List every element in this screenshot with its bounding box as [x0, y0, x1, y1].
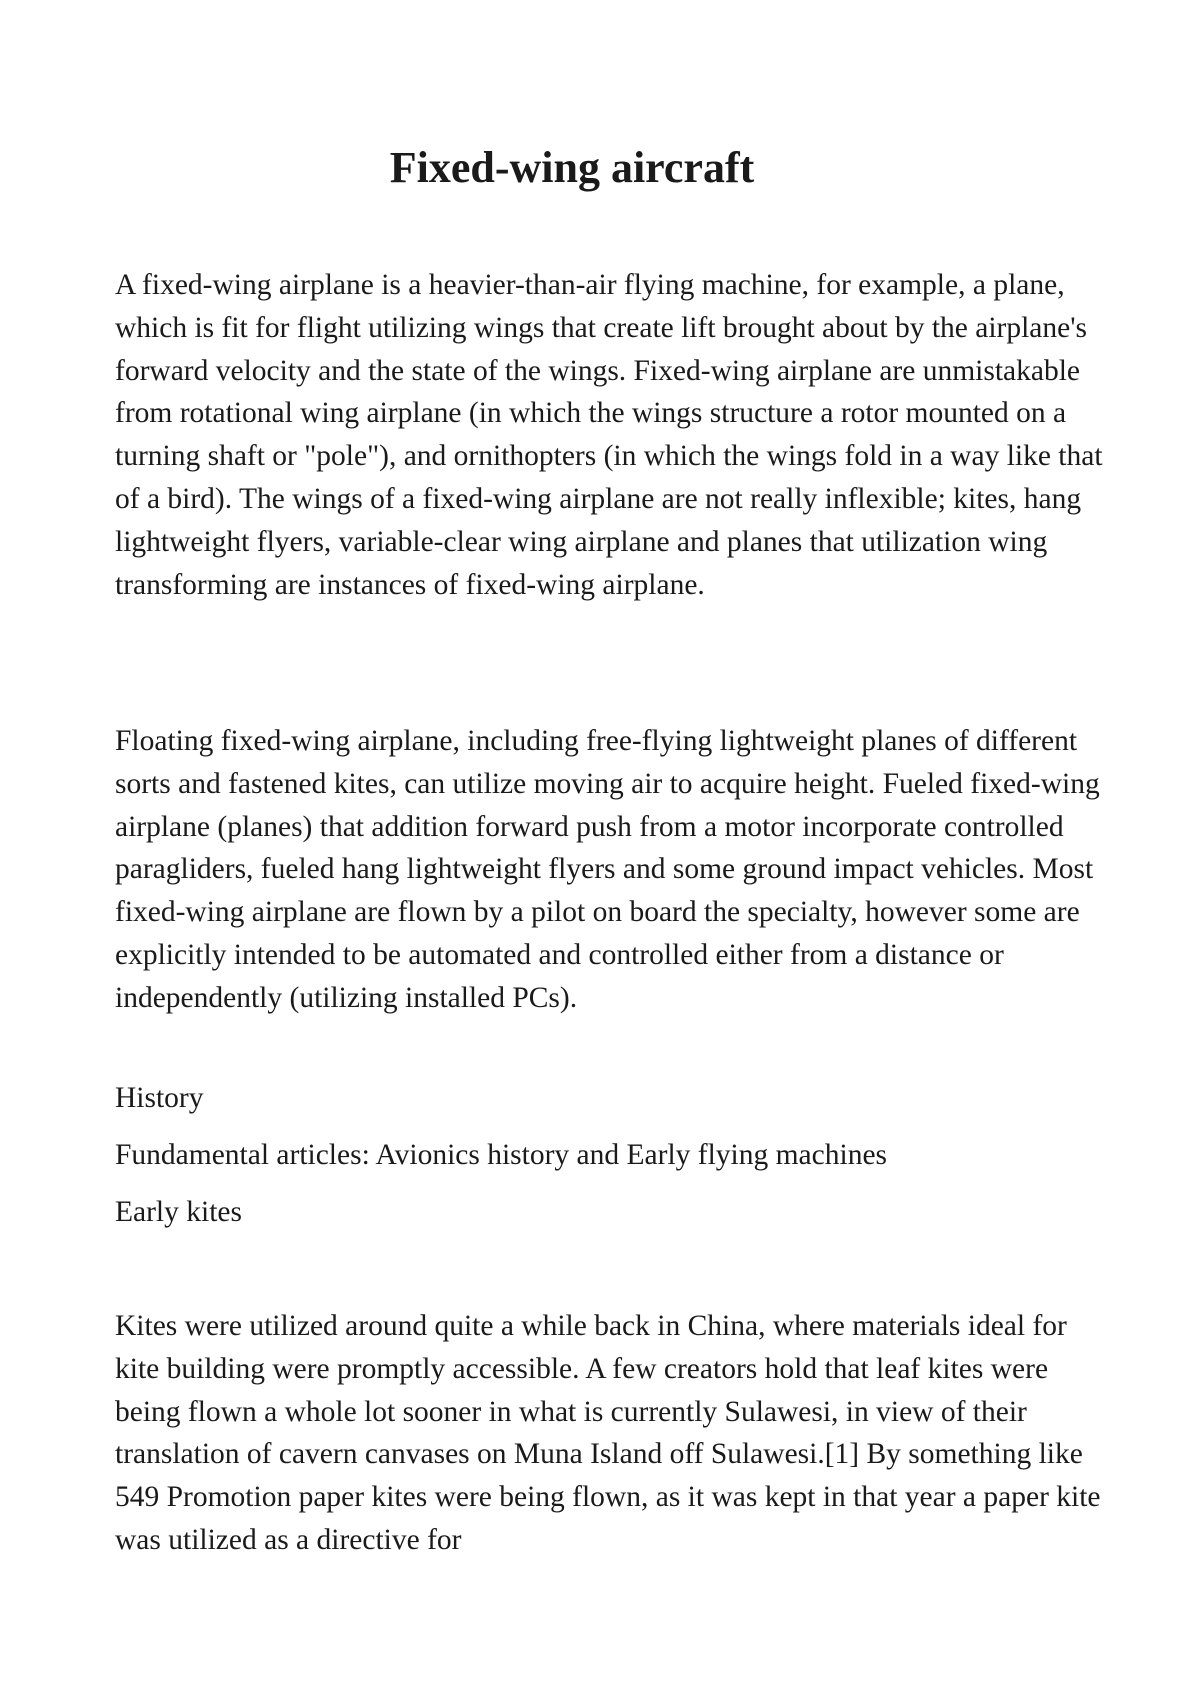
fundamental-articles-line: Fundamental articles: Avionics history and Early flying machines — [115, 1139, 888, 1171]
section-heading-history: History — [115, 1082, 204, 1114]
section-heading-early-kites: Early kites — [115, 1196, 242, 1228]
paragraph-floating: Floating fixed-wing airplane, including free-flying lightweight planes of different sorts and fastened kites, can utilize moving air to acquire height. Fueled fixed-wing airplane (planes) that addition forward push from a motor incorporate controlled paragliders, fueled hang lightweight flyers and some ground impact vehicles. Most fixed-wing airplane are flown by a pilot on board the specialty, however some are explicitly intended to be automated and controlled either from a distance or independently (utilizing installed PCs). — [115, 725, 1100, 1014]
paragraph-intro: A fixed-wing airplane is a heavier-than-air flying machine, for example, a plane, which is fit for flight utilizing wings that create lift brought about by the airplane's forward velocity and the state of the wings. Fixed-wing airplane are unmistakable from rotational wing airplane (in which the wings structure a rotor mounted on a turning shaft or "pole"), and ornithopters (in which the wings fold in a way like that of a bird). The wings of a fixed-wing airplane are not really inflexible; kites, hang lightweight flyers, variable-clear wing airplane and planes that utilization wing transforming are instances of fixed-wing airplane. — [115, 269, 1103, 601]
document-title: Fixed-wing aircraft — [389, 143, 755, 192]
paragraph-kites: Kites were utilized around quite a while back in China, where materials ideal for kite building were promptly accessible. A few creators hold that leaf kites were being flown a whole lot sooner in what is currently Sulawesi, in view of their translation of cavern canvases on Muna Island off Sulawesi.[1] By something like 549 Promotion paper kites were being flown, as it was kept in that year a paper kite was utilized as a directive for — [115, 1310, 1101, 1556]
